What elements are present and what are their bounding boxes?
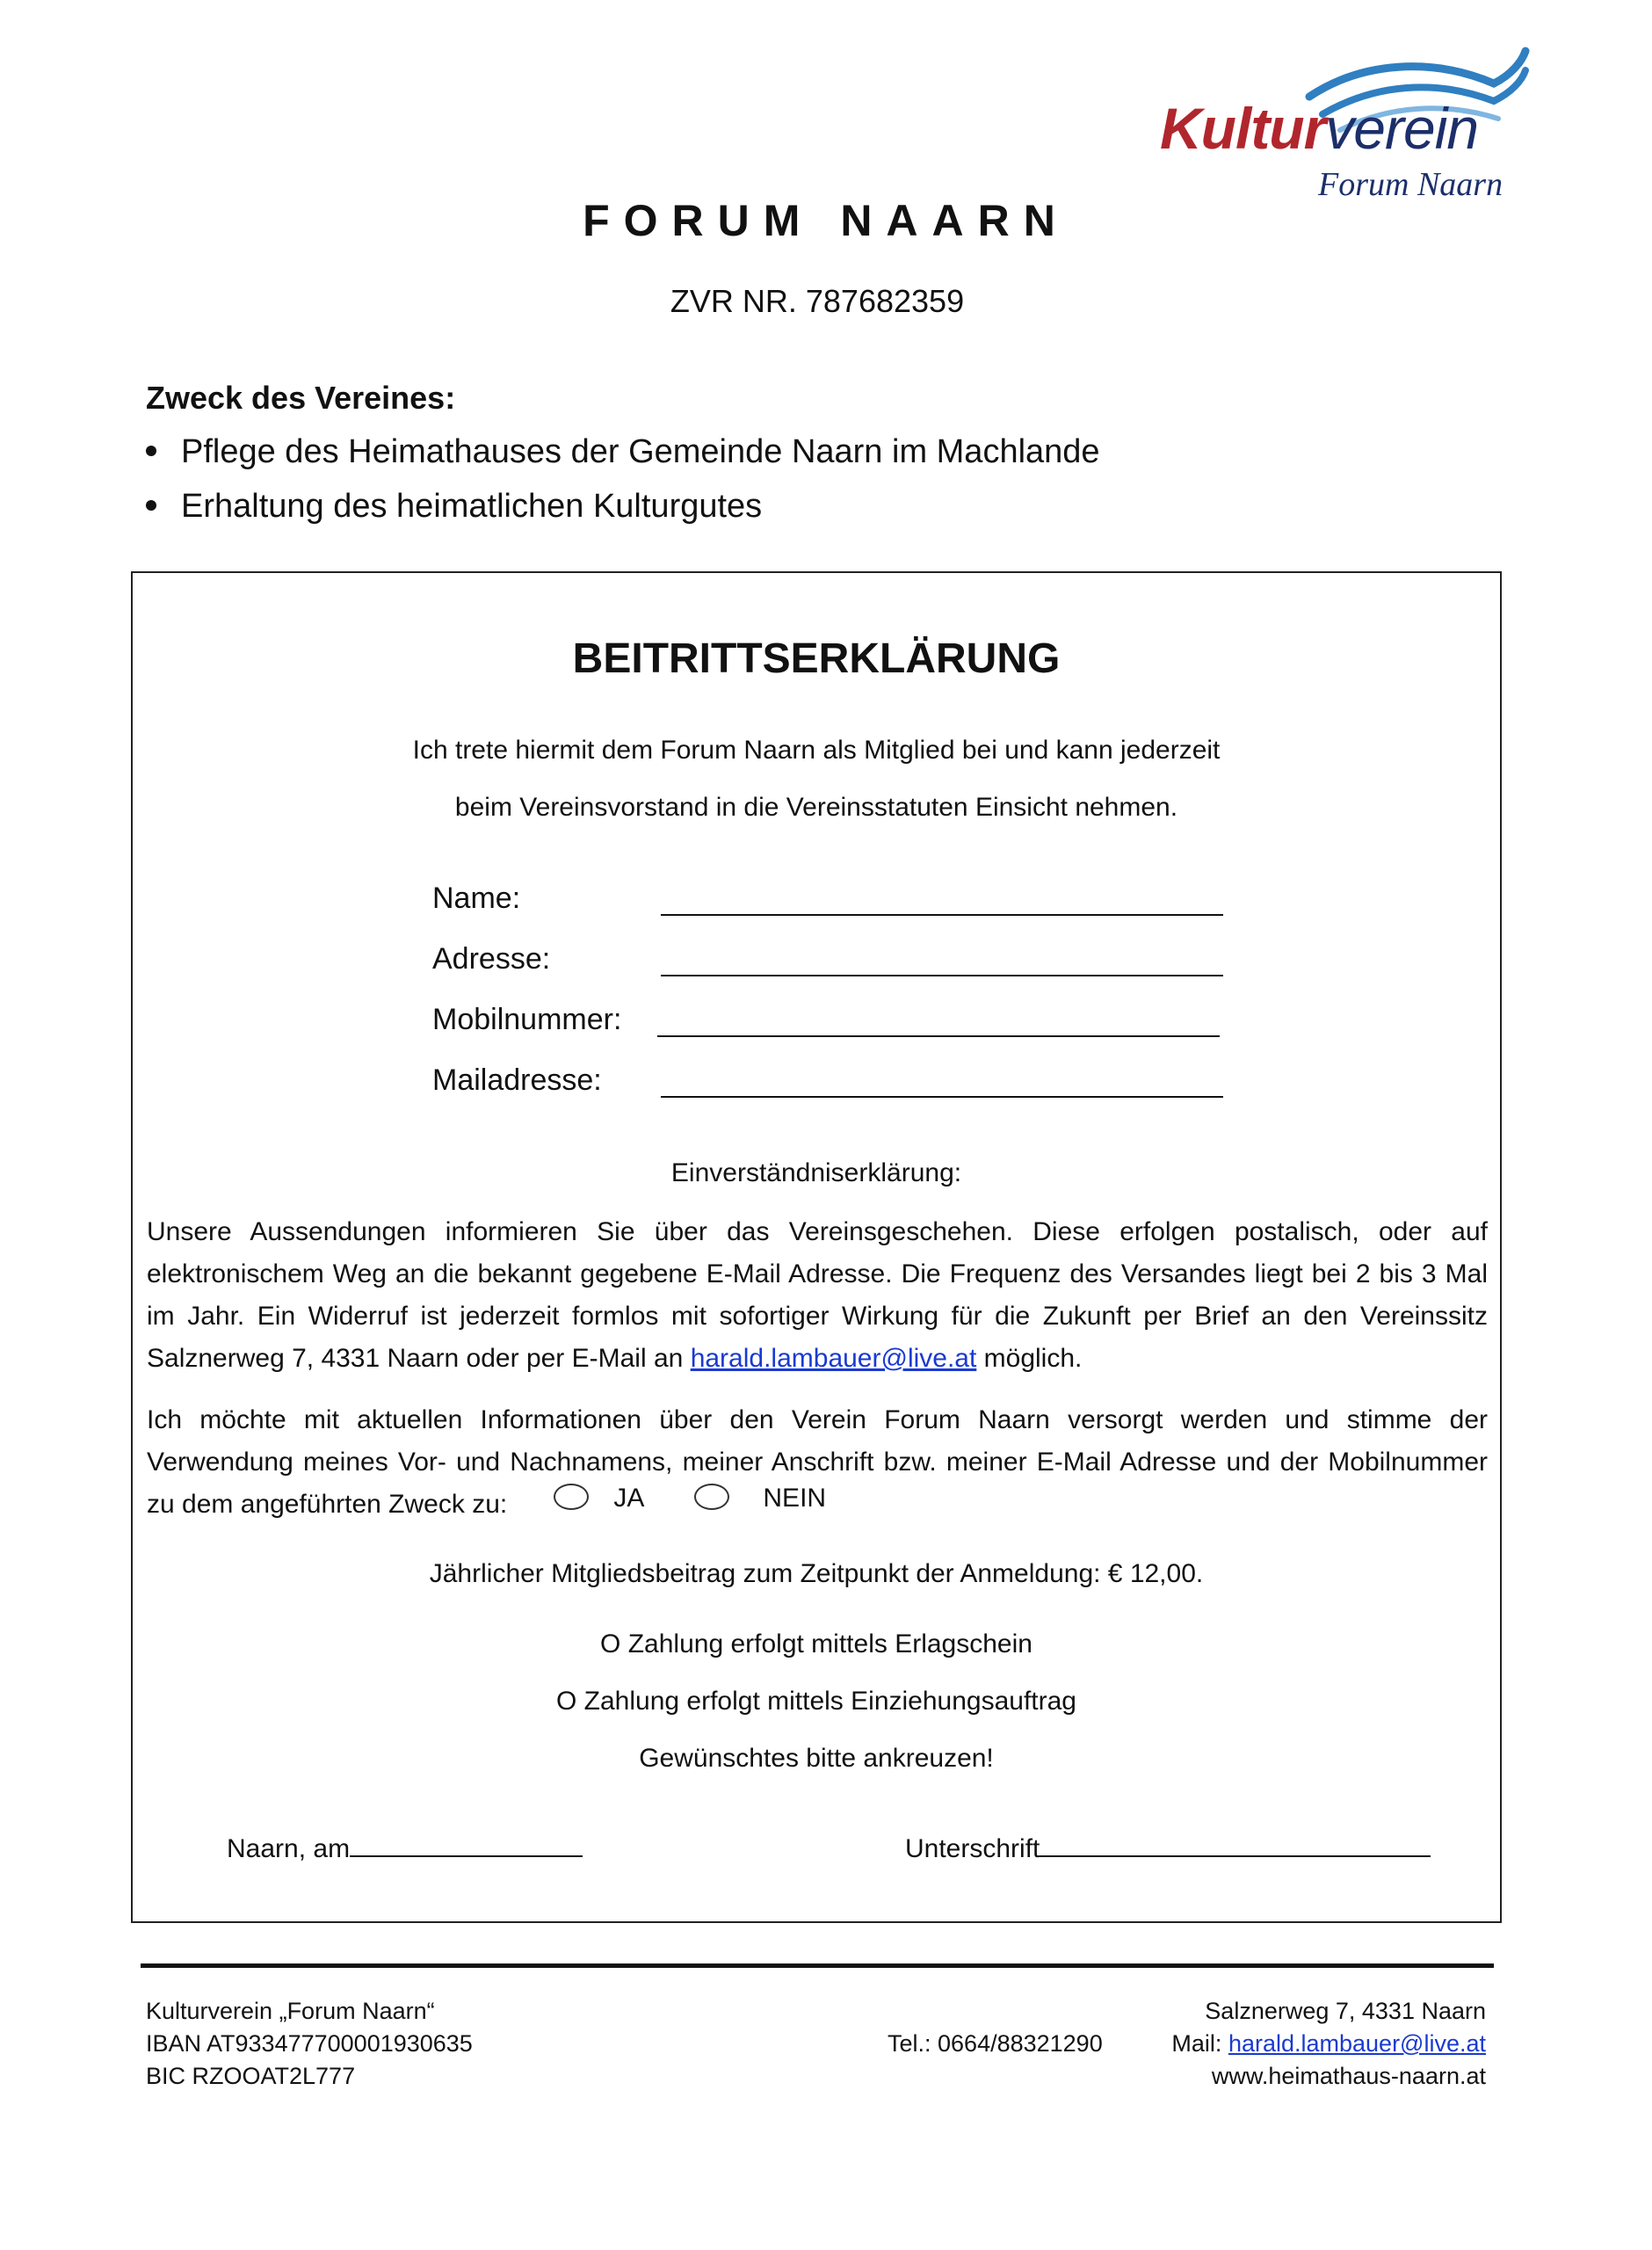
footer-mail-label: Mail: [1171, 2030, 1222, 2057]
purpose-item [146, 488, 762, 526]
place-date-row [227, 1831, 583, 1864]
footer-mail-link[interactable]: harald.lambauer@live.at [1228, 2030, 1486, 2057]
address-field[interactable] [661, 975, 1223, 976]
kulturverein-logo [1142, 35, 1529, 220]
no-label: NEIN [763, 1484, 827, 1513]
address-label: Adresse: [432, 942, 551, 976]
mobile-field[interactable] [657, 1035, 1220, 1037]
logo-wordmark [1160, 95, 1478, 162]
footer-org-name: Kulturverein „Forum Naarn“ [146, 1998, 435, 2024]
purpose-item-text: Erhaltung des heimatlichen Kulturgutes [181, 488, 763, 525]
logo-word-kultur: Kultur [1160, 96, 1326, 161]
purpose-heading: Zweck des Vereines: [146, 380, 456, 416]
membership-fee: Jährlicher Mitgliedsbeitrag zum Zeitpunkt der Anmeldung: € 12,00. [429, 1559, 1204, 1588]
intro-line-1: Ich trete hiermit dem Forum Naarn als Mitglied bei und kann jederzeit [412, 736, 1221, 765]
name-field[interactable] [661, 914, 1223, 916]
bullet-icon [146, 446, 156, 456]
form-title: BEITRITTSERKLÄRUNG [572, 635, 1061, 682]
purpose-item-text: Pflege des Heimathauses der Gemeinde Naarn im Machlande [181, 433, 1100, 470]
intro-line-2: beim Vereinsvorstand in die Vereinsstatuten Einsicht nehmen. [454, 793, 1178, 822]
consent-text: Unsere Aussendungen informieren Sie über das Vereinsgeschehen. Diese erfolgen postalisch, oder auf elektronischem Weg an die bekannt gegebene E-Mail Adresse. Die Frequenz des Versandes liegt bei 2 bis 3 Mal im Jahr. Ein Widerruf ist jederzeit formlos mit sofortiger Wirkung für die Zukunft per Brief an den Vereinssitz Salznerweg 7, 4331 Naarn oder per E-Mail an [147, 1217, 1488, 1373]
bullet-icon [146, 500, 156, 511]
place-date-label: Naarn, am [227, 1834, 351, 1863]
signature-label: Unterschrift [905, 1834, 1040, 1863]
no-radio[interactable] [694, 1484, 729, 1510]
yes-radio[interactable] [554, 1484, 589, 1510]
yes-label: JA [613, 1484, 643, 1513]
consent-options [554, 1484, 826, 1513]
name-label: Name: [432, 882, 521, 915]
footer-iban: IBAN AT933477700001930635 [146, 2030, 473, 2057]
footer-divider [141, 1963, 1494, 1968]
email-field[interactable] [661, 1096, 1223, 1098]
email-label: Mailadresse: [432, 1063, 602, 1097]
zvr-number: ZVR NR. 787682359 [670, 283, 965, 319]
payment-note: Gewünschtes bitte ankreuzen! [639, 1744, 994, 1773]
consent-heading: Einverständniserklärung: [670, 1158, 962, 1187]
payment-option-transfer[interactable]: O Zahlung erfolgt mittels Erlagschein [600, 1629, 1032, 1658]
date-field[interactable] [350, 1831, 583, 1857]
consent-email-link[interactable]: harald.lambauer@live.at [690, 1344, 977, 1373]
signature-field[interactable] [1040, 1831, 1431, 1857]
footer-address: Salznerweg 7, 4331 Naarn [1205, 1998, 1486, 2024]
signature-row [905, 1831, 1431, 1864]
logo-word-verein: verein [1325, 96, 1479, 161]
footer-bic: BIC RZOOAT2L777 [146, 2063, 356, 2089]
footer-right [1171, 1995, 1486, 2093]
footer-mail-row [1171, 2028, 1486, 2060]
page-title: FORUM NAARN [583, 196, 1069, 245]
footer-telephone: Tel.: 0664/88321290 [888, 2030, 1103, 2057]
footer-left [146, 1995, 473, 2093]
logo-subtitle: Forum Naarn [1318, 166, 1503, 203]
mobile-label: Mobilnummer: [432, 1003, 622, 1036]
consent-paragraph-1 [147, 1211, 1488, 1380]
payment-option-direct-debit[interactable]: O Zahlung erfolgt mittels Einziehungsauftrag [556, 1687, 1076, 1716]
footer-website[interactable]: www.heimathaus-naarn.at [1211, 2063, 1486, 2089]
consent-agree-text: Ich möchte mit aktuellen Informationen über den Verein Forum Naarn versorgt werden und stimme der Verwendung meines Vor- und Nachnamens, meiner Anschrift bzw. meiner E-Mail Adresse und der Mobilnummer zu dem angeführten Zweck zu: [147, 1405, 1488, 1519]
purpose-item [146, 433, 1100, 471]
consent-text-end: möglich. [983, 1344, 1083, 1373]
